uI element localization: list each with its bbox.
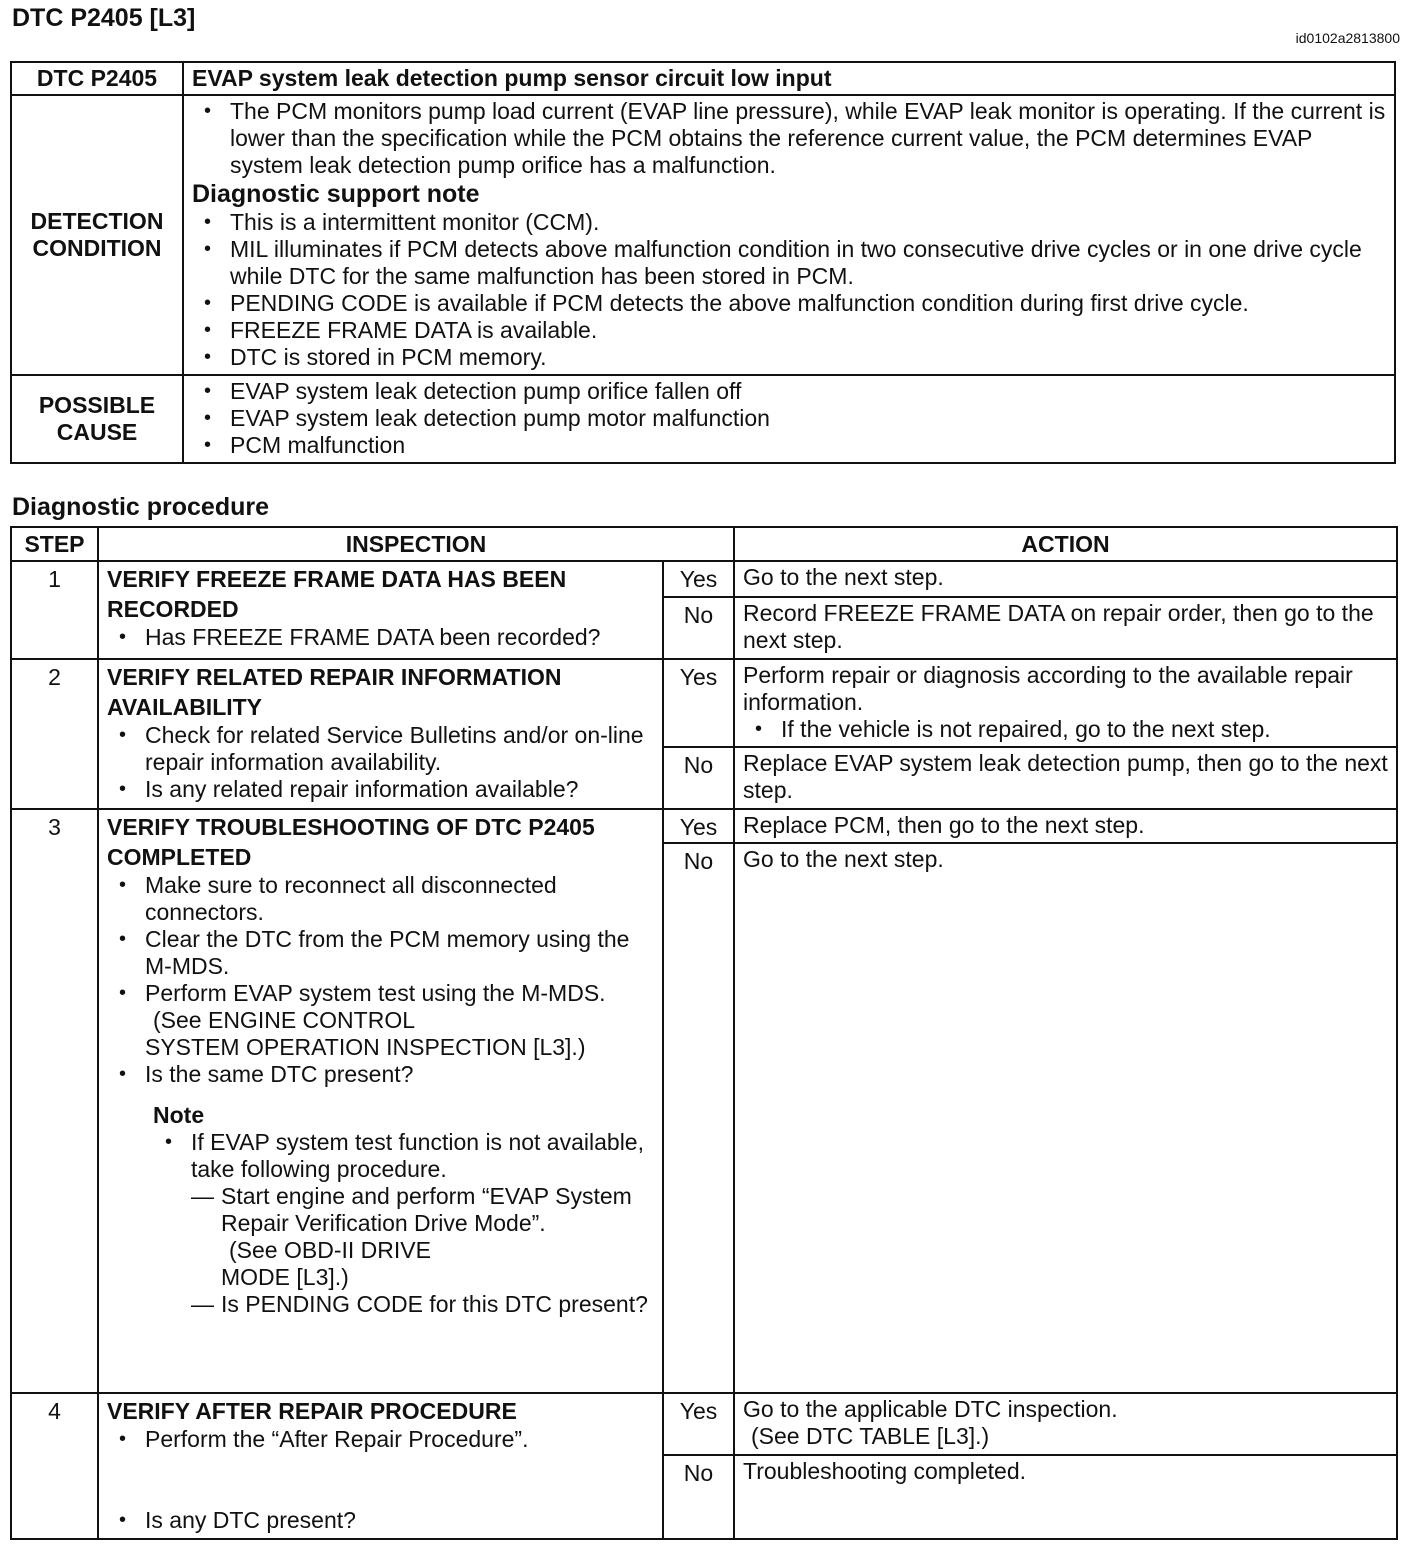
step-inspection xyxy=(98,1393,663,1539)
support-note-item: • MIL illuminates if PCM detects above malfunction condition in two consecutive drive cycles or in one drive cycle while DTC for the same malfunction has been stored in PCM. xyxy=(192,236,1386,290)
detection-intro: • The PCM monitors pump load current (EVAP line pressure), while EVAP leak monitor is operating. If the current is lower than the specification while the PCM obtains the reference current value, the PCM determines EVAP system leak detection pump orifice has a malfunction. xyxy=(192,98,1386,179)
yes-label: Yes xyxy=(663,561,734,597)
yes-label: Yes xyxy=(663,659,734,747)
support-note-title: Diagnostic support note xyxy=(192,180,480,208)
dtc-header-row xyxy=(11,62,1395,95)
step-4-yes-row xyxy=(11,1393,1397,1455)
note-label: Note xyxy=(153,1102,205,1128)
inspection-item: • Perform the “After Repair Procedure”. xyxy=(107,1426,654,1453)
inspection-item: • Has FREEZE FRAME DATA been recorded? xyxy=(107,624,654,651)
section-title: Diagnostic procedure xyxy=(12,493,269,521)
step-inspection xyxy=(98,659,663,809)
dtc-description: EVAP system leak detection pump sensor circuit low input xyxy=(183,62,1395,95)
inspection-item: • Clear the DTC from the PCM memory using the M-MDS. xyxy=(107,926,654,980)
inspection-item: • Check for related Service Bulletins and/or on-line repair information availability. xyxy=(107,722,654,776)
diagnostic-procedure-table xyxy=(10,526,1398,1540)
possible-cause-content xyxy=(183,375,1395,463)
inspection-header: INSPECTION xyxy=(98,527,734,561)
no-label: No xyxy=(663,597,734,659)
yes-action: Perform repair or diagnosis according to the available repair information. • If the vehicle is not repaired, go to the next step. xyxy=(734,659,1397,747)
yes-action: Go to the applicable DTC inspection. (See DTC TABLE [L3].) xyxy=(734,1393,1397,1455)
no-label: No xyxy=(663,843,734,1393)
inspection-item: • Make sure to reconnect all disconnected connectors. xyxy=(107,872,654,926)
step-number: 3 xyxy=(11,809,98,1393)
no-action: Replace EVAP system leak detection pump, then go to the next step. xyxy=(734,747,1397,809)
yes-label: Yes xyxy=(663,1393,734,1455)
no-action: Record FREEZE FRAME DATA on repair order, then go to the next step. xyxy=(734,597,1397,659)
cause-item: • PCM malfunction xyxy=(192,432,1386,459)
support-note-item: • This is a intermittent monitor (CCM). xyxy=(192,209,1386,236)
note-subitem: — Is PENDING CODE for this DTC present? xyxy=(191,1291,654,1318)
step-2-yes-row xyxy=(11,659,1397,747)
inspection-item: • Is any DTC present? xyxy=(107,1507,654,1534)
support-note-item: • DTC is stored in PCM memory. xyxy=(192,344,1386,371)
no-label: No xyxy=(663,1455,734,1539)
step-number: 1 xyxy=(11,561,98,659)
detection-condition-label: DETECTION CONDITION xyxy=(11,95,183,375)
dtc-code: DTC P2405 xyxy=(11,62,183,95)
step-inspection xyxy=(98,809,663,1393)
support-note-item: • FREEZE FRAME DATA is available. xyxy=(192,317,1386,344)
step-3-yes-row xyxy=(11,809,1397,843)
inspection-item: • Is the same DTC present? xyxy=(107,1061,654,1088)
possible-cause-label: POSSIBLE CAUSE xyxy=(11,375,183,463)
inspection-item: • Is any related repair information available? xyxy=(107,776,654,803)
detection-condition-content xyxy=(183,95,1395,375)
step-1-yes-row xyxy=(11,561,1397,597)
page-title: DTC P2405 [L3] xyxy=(12,4,196,32)
possible-cause-row xyxy=(11,375,1395,463)
cause-item: • EVAP system leak detection pump orifice fallen off xyxy=(192,378,1386,405)
no-action: Go to the next step. xyxy=(734,843,1397,1393)
support-note-list xyxy=(192,209,1386,371)
step-title: VERIFY AFTER REPAIR PROCEDURE xyxy=(107,1398,517,1424)
document-id: id0102a2813800 xyxy=(1295,30,1400,46)
note-item: • If EVAP system test function is not available, take following procedure. — Start engine and perform “EVAP System Repair Verification Drive Mode”. (See OBD-II DRIVE MODE [L3].) — Is PENDING CODE for this DTC present? xyxy=(153,1129,654,1318)
support-note-item: • PENDING CODE is available if PCM detects the above malfunction condition during first drive cycle. xyxy=(192,290,1386,317)
detection-condition-row xyxy=(11,95,1395,375)
step-title: VERIFY TROUBLESHOOTING OF DTC P2405 COMPLETED xyxy=(107,814,595,870)
step-title: VERIFY FREEZE FRAME DATA HAS BEEN RECORDED xyxy=(107,566,567,622)
procedure-header-row xyxy=(11,527,1397,561)
step-number: 2 xyxy=(11,659,98,809)
cause-item: • EVAP system leak detection pump motor malfunction xyxy=(192,405,1386,432)
step-title: VERIFY RELATED REPAIR INFORMATION AVAILABILITY xyxy=(107,664,562,720)
action-header: ACTION xyxy=(734,527,1397,561)
note-list xyxy=(153,1129,654,1318)
step-number: 4 xyxy=(11,1393,98,1539)
step-inspection xyxy=(98,561,663,659)
inspection-item: • Perform EVAP system test using the M-MDS. (See ENGINE CONTROL SYSTEM OPERATION INSPECTION [L3].) xyxy=(107,980,654,1061)
dtc-info-table xyxy=(10,61,1396,464)
yes-label: Yes xyxy=(663,809,734,843)
no-label: No xyxy=(663,747,734,809)
action-item: • If the vehicle is not repaired, go to the next step. xyxy=(743,716,1388,743)
note-subitem: — Start engine and perform “EVAP System Repair Verification Drive Mode”. (See OBD-II DRIVE MODE [L3].) xyxy=(191,1183,654,1291)
yes-action: Replace PCM, then go to the next step. xyxy=(734,809,1397,843)
no-action: Troubleshooting completed. xyxy=(734,1455,1397,1539)
step-header: STEP xyxy=(11,527,98,561)
yes-action: Go to the next step. xyxy=(734,561,1397,597)
